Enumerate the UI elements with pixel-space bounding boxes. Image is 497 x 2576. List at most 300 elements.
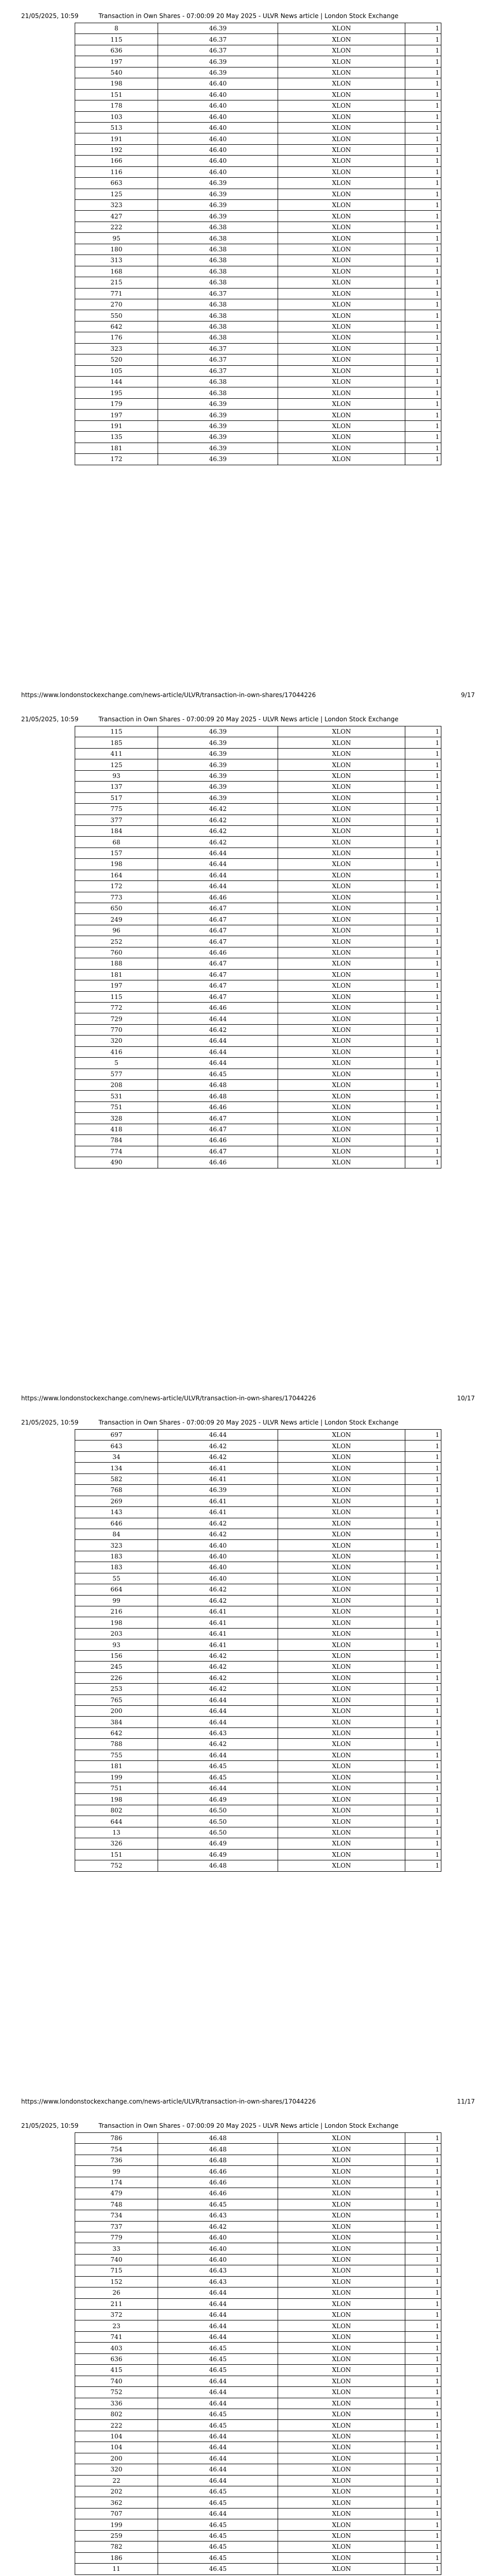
venue-cell: XLON: [278, 255, 405, 266]
extra-cell: 1: [405, 1069, 441, 1079]
volume-cell: 215: [75, 277, 158, 288]
table-row: [75, 1727, 441, 1738]
price-cell: 46.44: [158, 2453, 278, 2464]
extra-cell: 1: [405, 2298, 441, 2309]
extra-cell: 1: [405, 1783, 441, 1794]
price-cell: 46.37: [158, 365, 278, 376]
pdf-page: [0, 0, 497, 703]
price-cell: 46.44: [158, 1013, 278, 1024]
table-row: [75, 1113, 441, 1124]
page-number: 9/17: [461, 691, 475, 699]
source-url: https://www.londonstockexchange.com/news-article/ULVR/transaction-in-own-shares/17044226: [21, 2098, 316, 2105]
price-cell: 46.40: [158, 2243, 278, 2254]
volume-cell: 68: [75, 837, 158, 848]
volume-cell: 577: [75, 1069, 158, 1079]
venue-cell: XLON: [278, 189, 405, 199]
price-cell: 46.45: [158, 1761, 278, 1772]
extra-cell: 1: [405, 726, 441, 737]
price-cell: 46.38: [158, 321, 278, 332]
price-cell: 46.40: [158, 100, 278, 111]
venue-cell: XLON: [278, 266, 405, 277]
venue-cell: XLON: [278, 2221, 405, 2232]
extra-cell: 1: [405, 1805, 441, 1816]
volume-cell: 245: [75, 1662, 158, 1672]
venue-cell: XLON: [278, 410, 405, 420]
price-cell: 46.44: [158, 2331, 278, 2342]
table-row: [75, 2464, 441, 2475]
venue-cell: XLON: [278, 211, 405, 222]
volume-cell: 540: [75, 67, 158, 78]
page-number: 10/17: [457, 1395, 475, 1402]
price-cell: 46.45: [158, 2486, 278, 2497]
venue-cell: XLON: [278, 1529, 405, 1539]
table-row: [75, 1639, 441, 1650]
table-row: [75, 1739, 441, 1750]
volume-cell: 403: [75, 2343, 158, 2353]
table-row: [75, 233, 441, 244]
venue-cell: XLON: [278, 178, 405, 189]
source-url: https://www.londonstockexchange.com/news-article/ULVR/transaction-in-own-shares/17044226: [21, 1395, 316, 1402]
volume-cell: 788: [75, 1739, 158, 1750]
extra-cell: 1: [405, 759, 441, 770]
extra-cell: 1: [405, 1617, 441, 1628]
venue-cell: XLON: [278, 770, 405, 781]
volume-cell: 216: [75, 1606, 158, 1617]
price-cell: 46.44: [158, 848, 278, 858]
table-row: [75, 815, 441, 825]
extra-cell: 1: [405, 189, 441, 199]
extra-cell: 1: [405, 2155, 441, 2165]
venue-cell: XLON: [278, 111, 405, 122]
pdf-page: [0, 2110, 497, 2576]
extra-cell: 1: [405, 1002, 441, 1013]
volume-cell: 765: [75, 1694, 158, 1705]
volume-cell: 199: [75, 2519, 158, 2530]
extra-cell: 1: [405, 969, 441, 980]
venue-cell: XLON: [278, 1518, 405, 1529]
price-cell: 46.49: [158, 1849, 278, 1860]
venue-cell: XLON: [278, 2564, 405, 2574]
volume-cell: 513: [75, 122, 158, 133]
extra-cell: 1: [405, 1827, 441, 1838]
table-row: [75, 1805, 441, 1816]
extra-cell: 1: [405, 266, 441, 277]
table-row: [75, 914, 441, 925]
price-cell: 46.40: [158, 156, 278, 166]
extra-cell: 1: [405, 1650, 441, 1661]
venue-cell: XLON: [278, 848, 405, 858]
price-cell: 46.38: [158, 387, 278, 398]
price-cell: 46.42: [158, 825, 278, 836]
price-cell: 46.45: [158, 2353, 278, 2364]
extra-cell: 1: [405, 1146, 441, 1157]
table-row: [75, 2199, 441, 2210]
price-cell: 46.50: [158, 1827, 278, 1838]
table-row: [75, 726, 441, 737]
venue-cell: XLON: [278, 222, 405, 232]
venue-cell: XLON: [278, 244, 405, 255]
venue-cell: XLON: [278, 1463, 405, 1473]
extra-cell: 1: [405, 432, 441, 443]
extra-cell: 1: [405, 2431, 441, 2442]
extra-cell: 1: [405, 299, 441, 310]
price-cell: 46.50: [158, 1816, 278, 1827]
price-cell: 46.44: [158, 2431, 278, 2442]
table-row: [75, 56, 441, 67]
venue-cell: XLON: [278, 2353, 405, 2364]
venue-cell: XLON: [278, 1761, 405, 1772]
extra-cell: 1: [405, 2552, 441, 2563]
venue-cell: XLON: [278, 1772, 405, 1783]
price-cell: 46.39: [158, 1485, 278, 1496]
extra-cell: 1: [405, 222, 441, 232]
extra-cell: 1: [405, 1124, 441, 1134]
table-row: [75, 1662, 441, 1672]
volume-cell: 768: [75, 1485, 158, 1496]
price-cell: 46.44: [158, 2398, 278, 2409]
venue-cell: XLON: [278, 2398, 405, 2409]
price-cell: 46.39: [158, 23, 278, 34]
price-cell: 46.38: [158, 233, 278, 244]
venue-cell: XLON: [278, 737, 405, 748]
venue-cell: XLON: [278, 837, 405, 848]
price-cell: 46.42: [158, 815, 278, 825]
venue-cell: XLON: [278, 726, 405, 737]
extra-cell: 1: [405, 200, 441, 211]
extra-cell: 1: [405, 1772, 441, 1783]
table-row: [75, 2166, 441, 2177]
extra-cell: 1: [405, 211, 441, 222]
volume-cell: 479: [75, 2188, 158, 2199]
table-row: [75, 420, 441, 431]
volume-cell: 802: [75, 2409, 158, 2419]
venue-cell: XLON: [278, 759, 405, 770]
volume-cell: 226: [75, 1672, 158, 1683]
volume-cell: 104: [75, 2431, 158, 2442]
price-cell: 46.47: [158, 958, 278, 969]
venue-cell: XLON: [278, 1451, 405, 1462]
volume-cell: 643: [75, 1440, 158, 1451]
price-cell: 46.43: [158, 1727, 278, 1738]
price-cell: 46.48: [158, 2155, 278, 2165]
extra-cell: 1: [405, 892, 441, 903]
price-cell: 46.42: [158, 1739, 278, 1750]
venue-cell: XLON: [278, 1430, 405, 1440]
volume-cell: 531: [75, 1091, 158, 1101]
price-cell: 46.38: [158, 244, 278, 255]
venue-cell: XLON: [278, 310, 405, 321]
table-row: [75, 2431, 441, 2442]
table-row: [75, 1146, 441, 1157]
venue-cell: XLON: [278, 1540, 405, 1551]
extra-cell: 1: [405, 2287, 441, 2298]
table-row: [75, 387, 441, 398]
volume-cell: 252: [75, 936, 158, 947]
price-cell: 46.37: [158, 34, 278, 45]
price-cell: 46.49: [158, 1794, 278, 1805]
price-cell: 46.42: [158, 1584, 278, 1595]
price-cell: 46.44: [158, 1783, 278, 1794]
table-row: [75, 2530, 441, 2541]
price-cell: 46.44: [158, 2376, 278, 2386]
venue-cell: XLON: [278, 804, 405, 815]
extra-cell: 1: [405, 1750, 441, 1760]
volume-cell: 642: [75, 1727, 158, 1738]
table-row: [75, 100, 441, 111]
page-header: [0, 1419, 497, 1426]
extra-cell: 1: [405, 1838, 441, 1849]
venue-cell: XLON: [278, 454, 405, 465]
price-cell: 46.46: [158, 1157, 278, 1168]
venue-cell: XLON: [278, 288, 405, 299]
table-row: [75, 67, 441, 78]
extra-cell: 1: [405, 2254, 441, 2265]
extra-cell: 1: [405, 2541, 441, 2552]
price-cell: 46.45: [158, 2564, 278, 2574]
extra-cell: 1: [405, 2343, 441, 2353]
page-header: [0, 716, 497, 723]
price-cell: 46.37: [158, 45, 278, 56]
page-header: [0, 2122, 497, 2129]
venue-cell: XLON: [278, 1739, 405, 1750]
price-cell: 46.39: [158, 67, 278, 78]
table-row: [75, 244, 441, 255]
volume-cell: 199: [75, 1772, 158, 1783]
extra-cell: 1: [405, 144, 441, 155]
extra-cell: 1: [405, 133, 441, 144]
extra-cell: 1: [405, 903, 441, 914]
volume-cell: 166: [75, 156, 158, 166]
document-title: Transaction in Own Shares - 07:00:09 20 May 2025 - ULVR News article | London Stock Exchange: [98, 12, 399, 20]
venue-cell: XLON: [278, 2409, 405, 2419]
price-cell: 46.39: [158, 759, 278, 770]
table-row: [75, 2519, 441, 2530]
volume-cell: 152: [75, 2276, 158, 2287]
table-row: [75, 34, 441, 45]
price-cell: 46.44: [158, 2310, 278, 2320]
venue-cell: XLON: [278, 2486, 405, 2497]
extra-cell: 1: [405, 1496, 441, 1506]
price-cell: 46.41: [158, 1496, 278, 1506]
price-cell: 46.37: [158, 288, 278, 299]
extra-cell: 1: [405, 2530, 441, 2541]
volume-cell: 490: [75, 1157, 158, 1168]
extra-cell: 1: [405, 1672, 441, 1683]
price-cell: 46.40: [158, 166, 278, 177]
table-row: [75, 2232, 441, 2243]
volume-cell: 180: [75, 244, 158, 255]
volume-cell: 184: [75, 825, 158, 836]
volume-cell: 372: [75, 2310, 158, 2320]
venue-cell: XLON: [278, 1069, 405, 1079]
volume-cell: 362: [75, 2497, 158, 2508]
venue-cell: XLON: [278, 991, 405, 1002]
table-row: [75, 78, 441, 89]
volume-cell: 222: [75, 222, 158, 232]
price-cell: 46.47: [158, 1124, 278, 1134]
volume-cell: 137: [75, 782, 158, 792]
extra-cell: 1: [405, 2564, 441, 2574]
venue-cell: XLON: [278, 2519, 405, 2530]
venue-cell: XLON: [278, 133, 405, 144]
extra-cell: 1: [405, 2331, 441, 2342]
venue-cell: XLON: [278, 1496, 405, 1506]
venue-cell: XLON: [278, 2420, 405, 2431]
price-cell: 46.38: [158, 222, 278, 232]
price-cell: 46.48: [158, 1860, 278, 1871]
venue-cell: XLON: [278, 903, 405, 914]
table-row: [75, 2398, 441, 2409]
venue-cell: XLON: [278, 78, 405, 89]
extra-cell: 1: [405, 2475, 441, 2486]
volume-cell: 115: [75, 726, 158, 737]
price-cell: 46.43: [158, 2276, 278, 2287]
price-cell: 46.46: [158, 2166, 278, 2177]
volume-cell: 116: [75, 166, 158, 177]
venue-cell: XLON: [278, 1002, 405, 1013]
volume-cell: 26: [75, 2287, 158, 2298]
print-date: 21/05/2025, 10:59: [21, 1419, 79, 1426]
venue-cell: XLON: [278, 782, 405, 792]
table-row: [75, 2453, 441, 2464]
price-cell: 46.45: [158, 2541, 278, 2552]
volume-cell: 174: [75, 2177, 158, 2188]
volume-cell: 582: [75, 1473, 158, 1484]
volume-cell: 197: [75, 56, 158, 67]
price-cell: 46.45: [158, 2530, 278, 2541]
volume-cell: 191: [75, 420, 158, 431]
price-cell: 46.42: [158, 2221, 278, 2232]
price-cell: 46.45: [158, 2552, 278, 2563]
venue-cell: XLON: [278, 2475, 405, 2486]
volume-cell: 715: [75, 2265, 158, 2276]
table-row: [75, 825, 441, 836]
table-row: [75, 1750, 441, 1760]
price-cell: 46.44: [158, 859, 278, 870]
volume-cell: 93: [75, 770, 158, 781]
extra-cell: 1: [405, 111, 441, 122]
venue-cell: XLON: [278, 892, 405, 903]
volume-cell: 222: [75, 2420, 158, 2431]
price-cell: 46.48: [158, 1080, 278, 1091]
table-row: [75, 321, 441, 332]
extra-cell: 1: [405, 1440, 441, 1451]
table-row: [75, 111, 441, 122]
volume-cell: 186: [75, 2552, 158, 2563]
table-row: [75, 2287, 441, 2298]
extra-cell: 1: [405, 398, 441, 409]
table-row: [75, 1838, 441, 1849]
volume-cell: 411: [75, 748, 158, 759]
volume-cell: 741: [75, 2331, 158, 2342]
volume-cell: 135: [75, 432, 158, 443]
volume-cell: 33: [75, 2243, 158, 2254]
venue-cell: XLON: [278, 2265, 405, 2276]
price-cell: 46.48: [158, 1091, 278, 1101]
extra-cell: 1: [405, 1485, 441, 1496]
price-cell: 46.44: [158, 1717, 278, 1727]
venue-cell: XLON: [278, 100, 405, 111]
volume-cell: 22: [75, 2475, 158, 2486]
volume-cell: 384: [75, 1717, 158, 1727]
volume-cell: 178: [75, 100, 158, 111]
volume-cell: 770: [75, 1024, 158, 1035]
extra-cell: 1: [405, 1727, 441, 1738]
price-cell: 46.41: [158, 1628, 278, 1639]
table-row: [75, 255, 441, 266]
volume-cell: 740: [75, 2254, 158, 2265]
extra-cell: 1: [405, 2353, 441, 2364]
extra-cell: 1: [405, 1794, 441, 1805]
print-date: 21/05/2025, 10:59: [21, 716, 79, 723]
volume-cell: 151: [75, 1849, 158, 1860]
venue-cell: XLON: [278, 2254, 405, 2265]
table-row: [75, 222, 441, 232]
extra-cell: 1: [405, 1551, 441, 1562]
table-row: [75, 936, 441, 947]
venue-cell: XLON: [278, 398, 405, 409]
price-cell: 46.42: [158, 1451, 278, 1462]
venue-cell: XLON: [278, 2376, 405, 2386]
transactions-table: [75, 1429, 441, 1872]
price-cell: 46.39: [158, 178, 278, 189]
table-row: [75, 737, 441, 748]
table-row: [75, 2210, 441, 2221]
venue-cell: XLON: [278, 2155, 405, 2165]
extra-cell: 1: [405, 2265, 441, 2276]
table-row: [75, 1540, 441, 1551]
venue-cell: XLON: [278, 1816, 405, 1827]
document-title: Transaction in Own Shares - 07:00:09 20 May 2025 - ULVR News article | London Stock Exchange: [98, 716, 399, 723]
price-cell: 46.44: [158, 2508, 278, 2519]
document-title: Transaction in Own Shares - 07:00:09 20 May 2025 - ULVR News article | London Stock Exchange: [98, 1419, 399, 1426]
volume-cell: 197: [75, 980, 158, 991]
venue-cell: XLON: [278, 1473, 405, 1484]
table-row: [75, 2320, 441, 2331]
extra-cell: 1: [405, 2420, 441, 2431]
extra-cell: 1: [405, 1606, 441, 1617]
volume-cell: 198: [75, 1794, 158, 1805]
venue-cell: XLON: [278, 859, 405, 870]
price-cell: 46.44: [158, 881, 278, 892]
volume-cell: 181: [75, 1761, 158, 1772]
venue-cell: XLON: [278, 1595, 405, 1606]
venue-cell: XLON: [278, 343, 405, 354]
price-cell: 46.42: [158, 804, 278, 815]
venue-cell: XLON: [278, 1485, 405, 1496]
table-row: [75, 991, 441, 1002]
extra-cell: 1: [405, 310, 441, 321]
volume-cell: 185: [75, 737, 158, 748]
volume-cell: 636: [75, 45, 158, 56]
price-cell: 46.42: [158, 1529, 278, 1539]
volume-cell: 208: [75, 1080, 158, 1091]
extra-cell: 1: [405, 23, 441, 34]
venue-cell: XLON: [278, 1639, 405, 1650]
price-cell: 46.39: [158, 398, 278, 409]
extra-cell: 1: [405, 2188, 441, 2199]
table-row: [75, 2442, 441, 2453]
table-row: [75, 1080, 441, 1091]
price-cell: 46.45: [158, 1069, 278, 1079]
volume-cell: 13: [75, 1827, 158, 1838]
volume-cell: 253: [75, 1684, 158, 1694]
table-row: [75, 1573, 441, 1584]
venue-cell: XLON: [278, 2442, 405, 2453]
venue-cell: XLON: [278, 2387, 405, 2398]
venue-cell: XLON: [278, 1146, 405, 1157]
venue-cell: XLON: [278, 969, 405, 980]
